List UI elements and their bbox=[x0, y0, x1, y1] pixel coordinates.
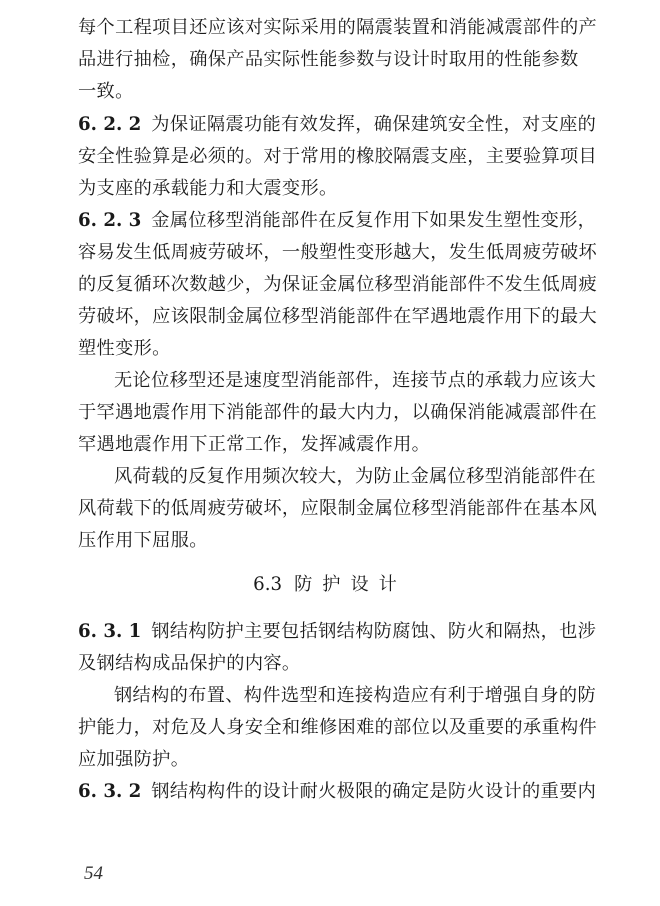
section-number: 6.3 bbox=[253, 574, 283, 595]
text-line: 风荷载下的低周疲劳破坏，应限制金属位移型消能部件在基本风 bbox=[78, 498, 598, 519]
text-line: 罕遇地震作用下正常工作，发挥减震作用。 bbox=[78, 434, 431, 455]
text-line: 每个工程项目还应该对实际采用的隔震装置和消能减震部件的产 bbox=[78, 17, 598, 38]
clause-6-2-3 bbox=[78, 209, 598, 233]
page-number: 54 bbox=[84, 863, 103, 884]
text-line: 为保证隔震功能有效发挥，确保建筑安全性，对支座的 bbox=[151, 114, 597, 135]
text-line: 无论位移型还是速度型消能部件，连接节点的承载力应该大 bbox=[114, 370, 596, 391]
text-line: 风荷载的反复作用频次较大，为防止金属位移型消能部件在 bbox=[114, 466, 596, 487]
clause-number: 6. 3. 1 bbox=[78, 621, 142, 642]
text-line: 劳破坏，应该限制金属位移型消能部件在罕遇地震作用下的最大 bbox=[78, 306, 598, 327]
text-line: 塑性变形。 bbox=[78, 338, 171, 359]
text-line: 钢结构构件的设计耐火极限的确定是防火设计的重要内 bbox=[151, 781, 597, 802]
text-line: 应加强防护。 bbox=[78, 749, 190, 770]
clause-6-3-1 bbox=[78, 620, 598, 644]
text-line: 钢结构防护主要包括钢结构防腐蚀、防火和隔热，也涉 bbox=[151, 621, 597, 642]
text-line: 金属位移型消能部件在反复作用下如果发生塑性变形， bbox=[151, 210, 597, 231]
text-line: 的反复循环次数越少，为保证金属位移型消能部件不发生低周疲 bbox=[78, 274, 598, 295]
text-line: 压作用下屈服。 bbox=[78, 530, 208, 551]
text-line: 护能力，对危及人身安全和维修困难的部位以及重要的承重构件 bbox=[78, 717, 598, 738]
clause-number: 6. 2. 3 bbox=[78, 210, 142, 231]
text-line: 为支座的承载能力和大震变形。 bbox=[78, 178, 338, 199]
section-heading bbox=[0, 573, 660, 597]
text-line: 于罕遇地震作用下消能部件的最大内力，以确保消能减震部件在 bbox=[78, 402, 598, 423]
clause-6-2-2 bbox=[78, 113, 598, 137]
clause-number: 6. 2. 2 bbox=[78, 114, 142, 135]
clause-number: 6. 3. 2 bbox=[78, 781, 142, 802]
clause-6-3-2 bbox=[78, 780, 598, 804]
text-line: 一致。 bbox=[78, 81, 134, 102]
text-line: 安全性验算是必须的。对于常用的橡胶隔震支座，主要验算项目 bbox=[78, 146, 598, 167]
text-line: 容易发生低周疲劳破坏，一般塑性变形越大，发生低周疲劳破坏 bbox=[78, 242, 598, 263]
text-line: 品进行抽检，确保产品实际性能参数与设计时取用的性能参数 bbox=[78, 49, 579, 70]
text-line: 及钢结构成品保护的内容。 bbox=[78, 653, 301, 674]
section-title: 防护设计 bbox=[294, 574, 407, 595]
text-line: 钢结构的布置、构件选型和连接构造应有利于增强自身的防 bbox=[114, 685, 596, 706]
